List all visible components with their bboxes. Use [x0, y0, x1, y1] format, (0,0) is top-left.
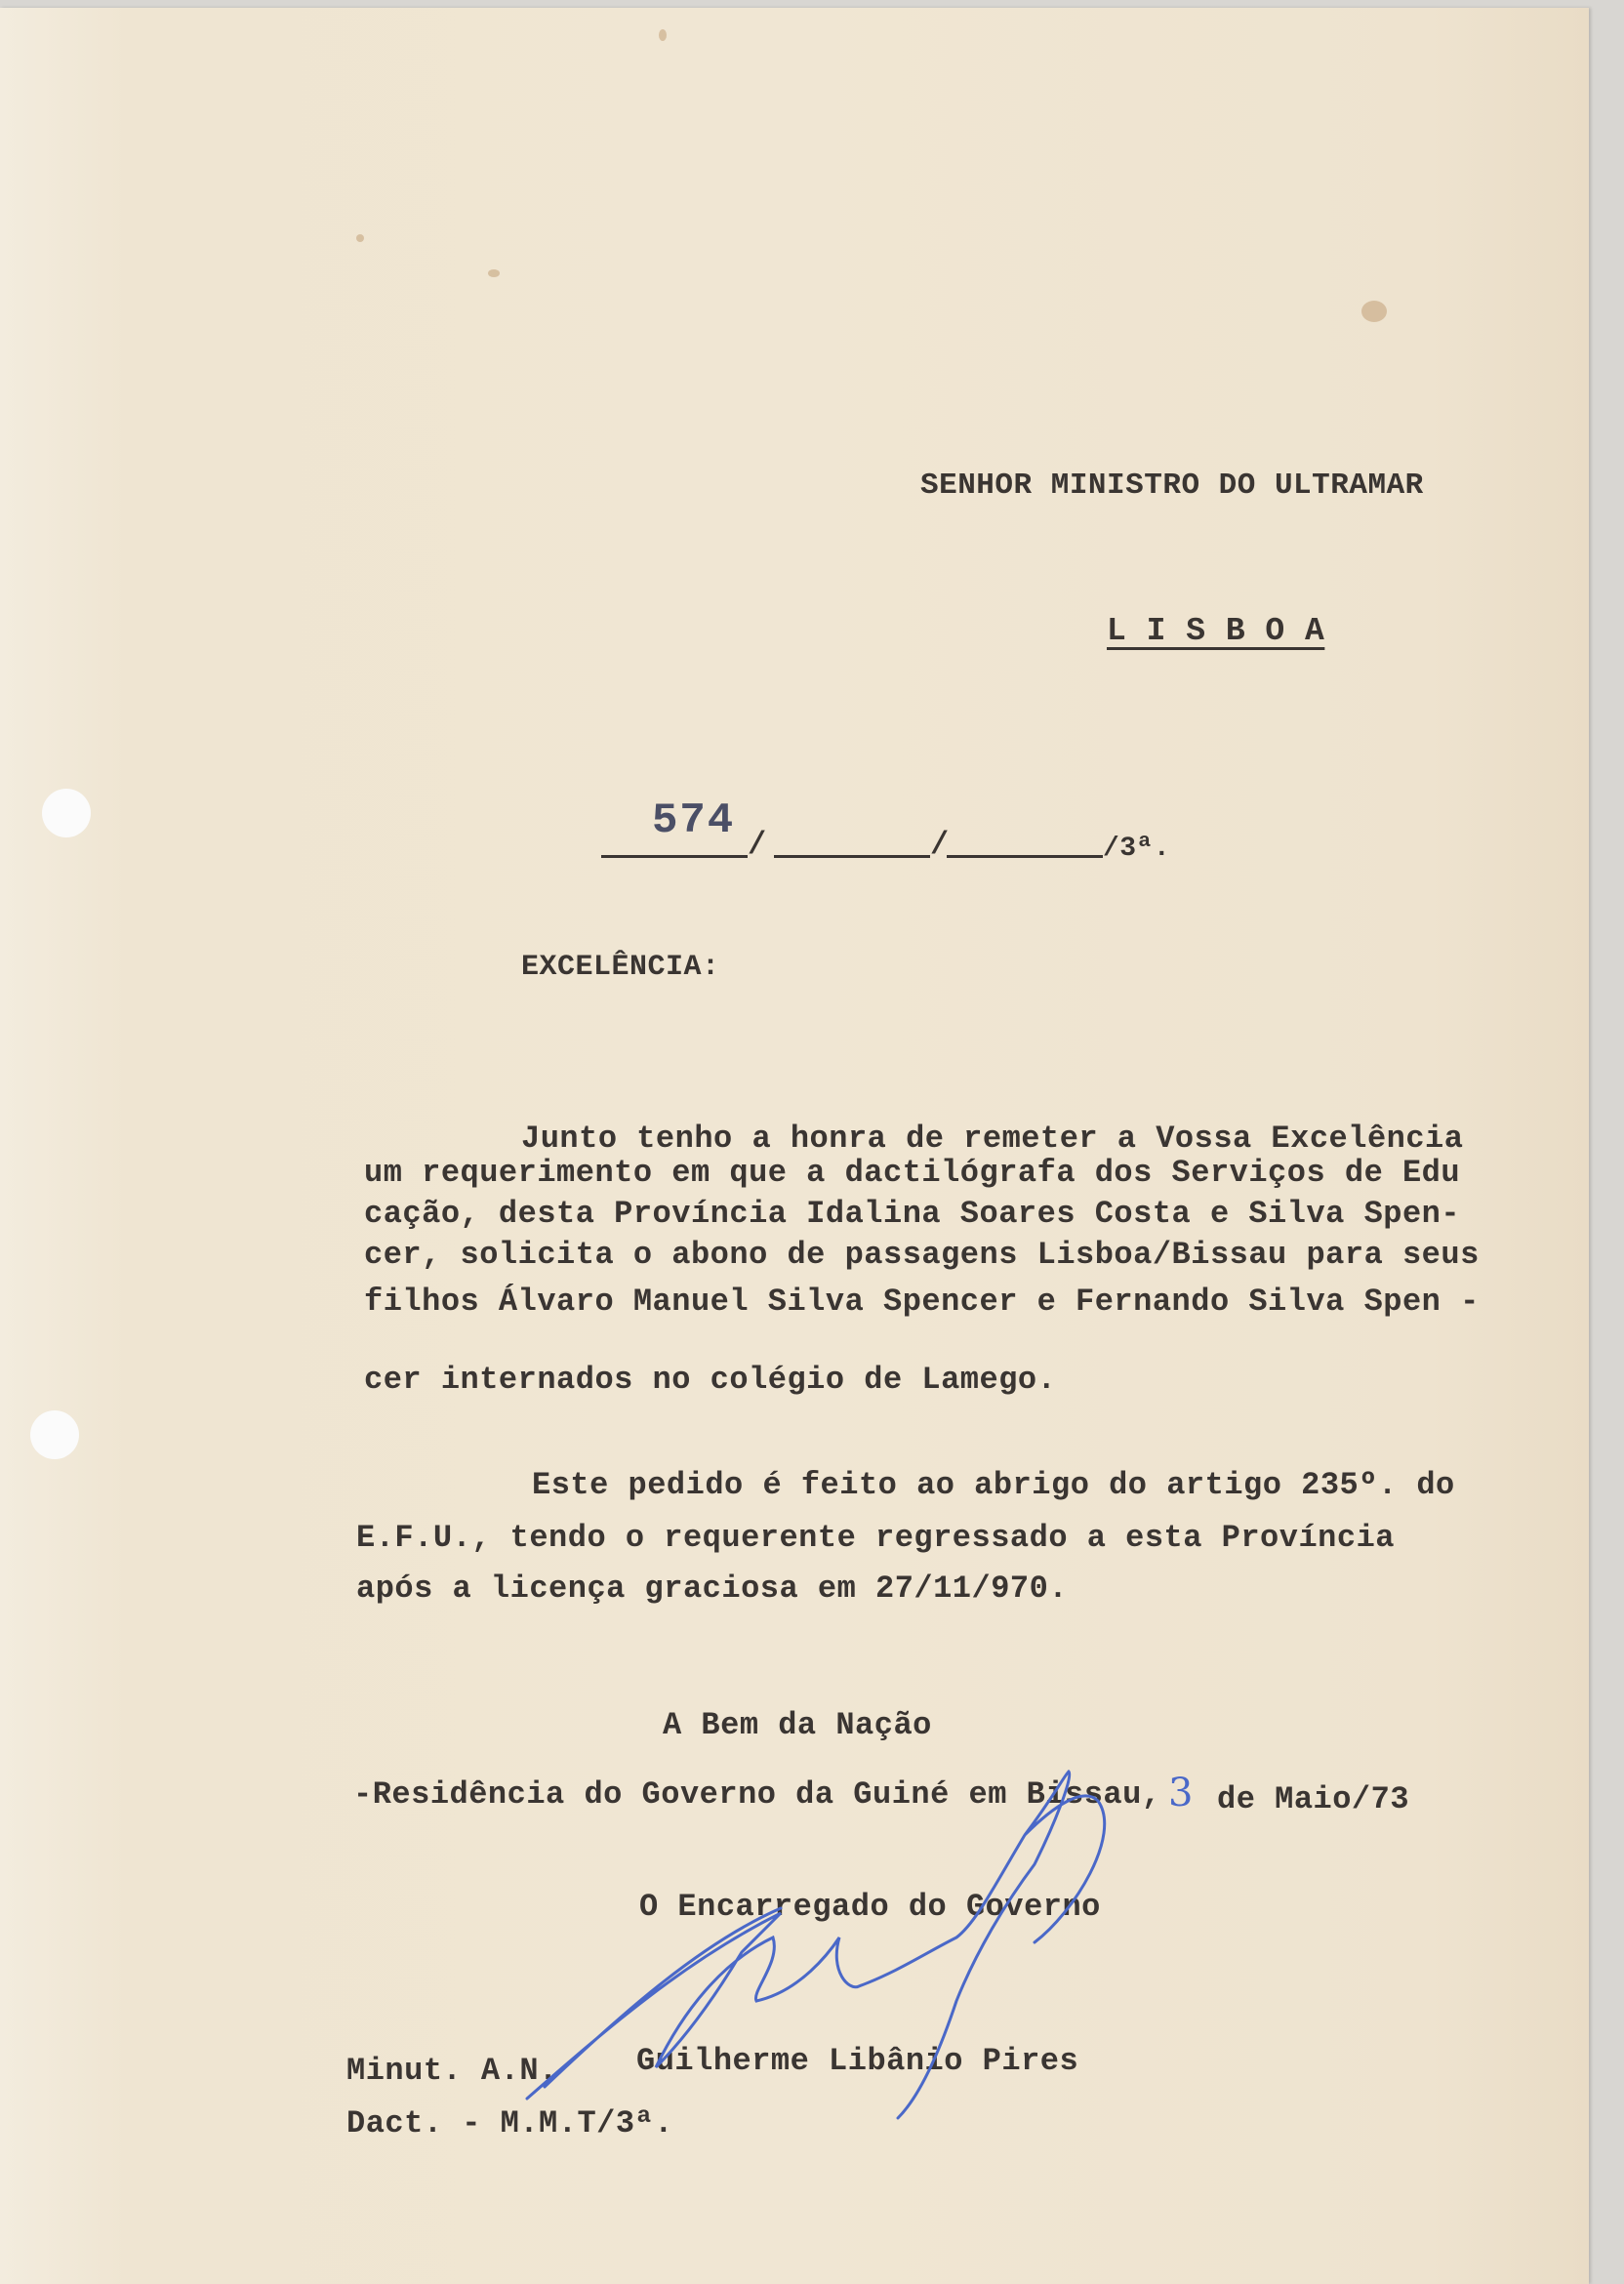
date-rest: de Maio/73	[1217, 1781, 1410, 1817]
addressee: SENHOR MINISTRO DO ULTRAMAR	[920, 469, 1424, 503]
slash: /	[930, 827, 950, 863]
signatory-title: O Encarregado do Governo	[639, 1889, 1101, 1925]
closing: A Bem da Nação	[663, 1707, 932, 1743]
handwritten-day: 3	[1168, 1771, 1194, 1815]
text-line: Junto tenho a honra de remeter a Vossa Excelência	[521, 1121, 1464, 1157]
salutation: EXCELÊNCIA:	[521, 951, 720, 984]
text-line: filhos Álvaro Manuel Silva Spencer e Fernando Silva Spen -	[364, 1284, 1480, 1320]
text-line: um requerimento em que a dactilógrafa dos Serviços de Edu	[364, 1155, 1461, 1191]
place-text: -Residência do Governo da Guiné em Bissau,	[353, 1776, 1161, 1813]
signature-stroke	[527, 1772, 1105, 2118]
reference-number: 574	[652, 796, 736, 845]
reference-suffix: /3ª.	[1103, 834, 1171, 864]
text-line: cer, solicita o abono de passagens Lisboa/Bissau para seus	[364, 1237, 1480, 1273]
signatory-name: Guilherme Libânio Pires	[636, 2043, 1079, 2079]
text-line: cação, desta Província Idalina Soares Costa e Silva Spen-	[364, 1196, 1461, 1232]
text-line: Este pedido é feito ao abrigo do artigo 235º. do	[532, 1467, 1455, 1503]
text-line: cer internados no colégio de Lamego.	[364, 1362, 1057, 1398]
text-line: E.F.U., tendo o requerente regressado a esta Província	[356, 1520, 1395, 1556]
slash: /	[748, 827, 767, 863]
footer-dact: Dact. - M.M.T/3ª.	[346, 2105, 673, 2141]
footer-minut: Minut. A.N.	[346, 2053, 558, 2089]
text-line: após a licença graciosa em 27/11/970.	[356, 1570, 1069, 1607]
city: L I S B O A	[1107, 613, 1325, 649]
